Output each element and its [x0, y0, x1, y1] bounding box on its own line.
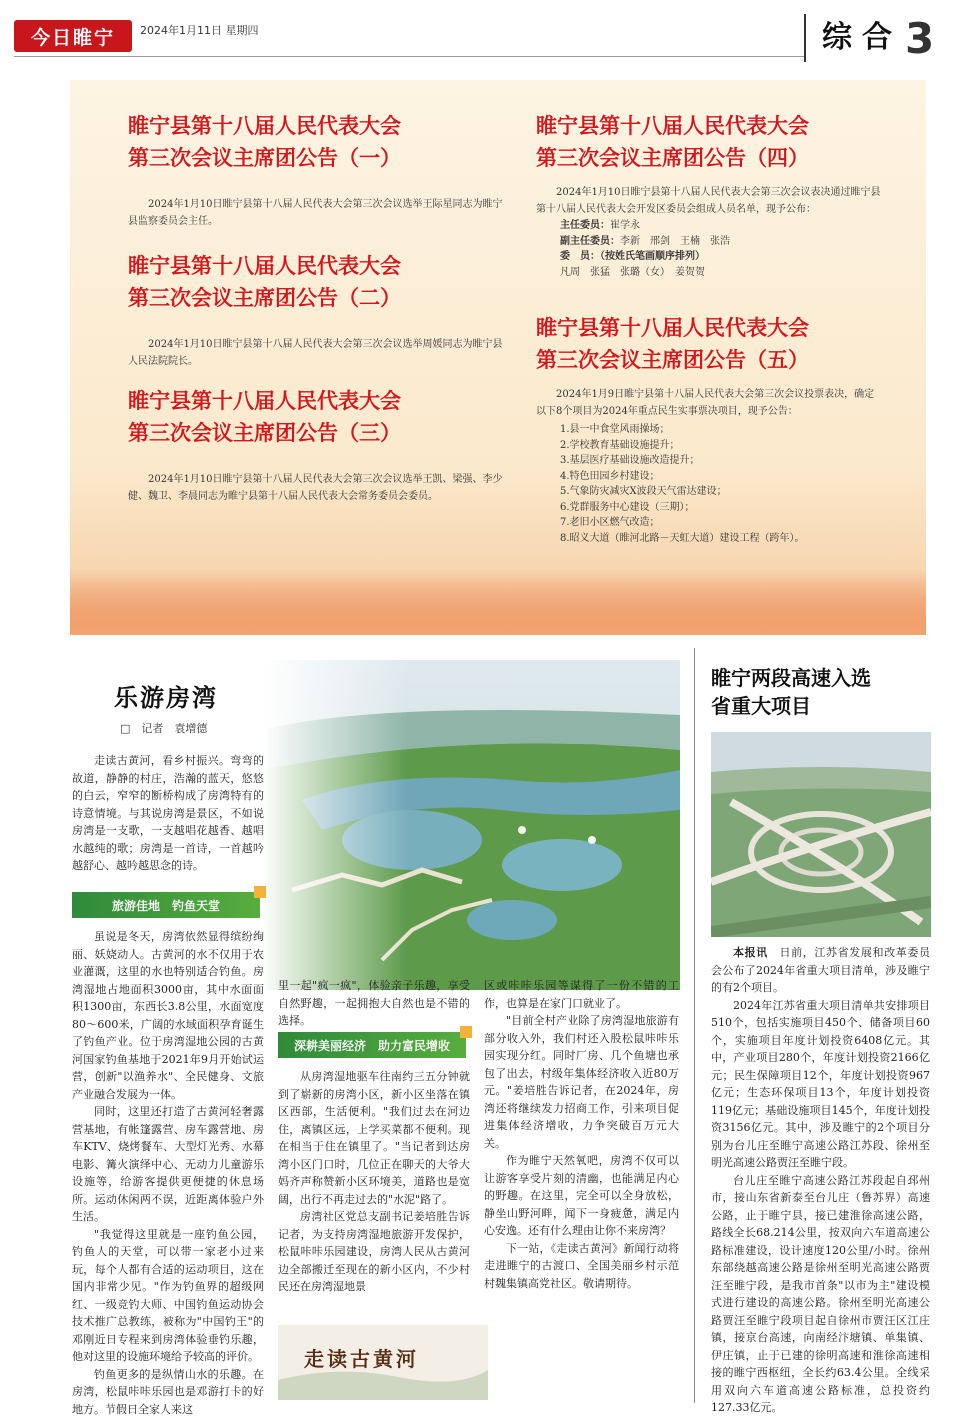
feature-intro [72, 752, 264, 875]
roster-label: 主任委员： [560, 220, 610, 231]
paragraph: 从房湾湿地驱车往南约三五分钟就到了崭新的房湾小区，新小区坐落在镇区西部，生活便利。"我们过去在河边住，离镇区远，上学买菜都不便利。现在相当于住在镇里了。"当记者到达房湾小区门口时，几位正在聊天的大爷大妈齐声称赞新小区环境美，道路也是宽阔，出行不再走过去的"水泥"路了。 [278, 1070, 470, 1206]
side-title: 睢宁两段高速入选 省重大项目 [711, 666, 871, 718]
roster-names: 李新 邢剑 王楠 张浩 [620, 235, 730, 247]
paragraph: 2024年江苏省重大项目清单共安排项目510个，包括实施项目450个、储备项目60个，实施项目年度计划投资6408亿元。其中，产业项目280个，年度计划投资2166亿元；民生保障项目12个，年度计划投资967亿元；生态环保项目13个，年度计划投资119亿元；基础设施项目145个，年度计划投资3156亿元。其中，涉及睢宁的2个项目分别为台儿庄至睢宁高速公路江苏段、徐州至明光高速公路贾汪至睢宁段。 [711, 998, 930, 1169]
notice-body: 2024年1月10日睢宁县第十八届人民代表大会第三次会议选举王际星同志为睢宁县监察委员会主任。 [128, 199, 503, 227]
header-divider [804, 14, 806, 62]
issue-date: 2024年1月11日 星期四 [140, 24, 259, 37]
paragraph: 区或咔咔乐园等谋得了一份不错的工作，也算是在家门口就业了。 [484, 979, 679, 1010]
project-list [536, 422, 881, 546]
notice-body: 2024年1月10日睢宁县第十八届人民代表大会第三次会议选举王凯、梁强、李少健、魏卫、李晨同志为睢宁县第十八届人民代表大会常务委员会委员。 [128, 474, 503, 502]
paragraph: 钓鱼更多的是纵情山水的乐趣。在房湾，松鼠咔咔乐园也是邓游打卡的好地方。节假日全家人来这 [72, 1367, 264, 1416]
feature-column-1 [72, 928, 264, 1417]
paragraph: 同时，这里还打造了古黄河轻奢露营基地，有帐篷露营、房车露营地、房车KTV、烧烤餐车、大型灯光秀、水幕电影、篝火演绎中心、无动力儿童游乐设施等，给游客提供更便捷的休息场所。运动休闲两不误，近距离体验户外生活。 [72, 1105, 264, 1223]
notice-2 [128, 250, 508, 370]
banner-text: 走读古黄河 [304, 1347, 419, 1371]
paragraph: "目前全村产业除了房湾湿地旅游有部分收入外，我们村还入股松鼠咔咔乐园实现分红。同时厂房、几个鱼塘也承包了出去，村级年集体经济收入近80万元。"姜培胜告诉记者，在2024年，房湾还将继续发力招商工作，引来项目促进集体经济增收，力争突破百万元大关。 [484, 1014, 679, 1150]
notice-body: 2024年1月10日睢宁县第十八届人民代表大会第三次会议表决通过睢宁县第十八届人民代表大会开发区委员会组成人员名单，现予公布： [536, 187, 881, 215]
side-article [711, 944, 930, 1417]
paragraph: 台儿庄至睢宁高速公路江苏段起自邳州市，接山东省新泰至台儿庄（鲁苏界）高速公路，止于睢宁县，接已建淮徐高速公路，路线全长68.214公里，按双向六车道高速公路标准建设，设计速度120公里/小时。徐州东部绕越高速公路是徐州至明光高速公路贾汪至睢宁段，是我市首条"以市为主"建设模式进行建设的高速公路。徐州至明光高速公路贾汪至睢宁段项目起自徐州市贾汪区江庄镇，接京台高速，向南经汴塘镇、单集镇、伊庄镇，止于已建的徐明高速和淮徐高速相接的睢宁西枢纽，全长约63.4公里。全线采用双向六车道高速公路标准，总投资约127.33亿元。 [711, 1173, 930, 1414]
feature-column-2 [278, 977, 470, 1030]
roster-row [536, 234, 881, 250]
notice-1 [128, 110, 508, 230]
notice-3 [128, 385, 508, 505]
notice-title: 睢宁县第十八届人民代表大会 第三次会议主席团公告（三） [128, 389, 401, 445]
notice-title: 睢宁县第十八届人民代表大会 第三次会议主席团公告（四） [536, 114, 809, 170]
roster-row [536, 249, 881, 265]
project-item: 3.基层医疗基础设施改造提升； [560, 455, 700, 466]
roster-label: 副主任委员： [560, 235, 620, 247]
feature-column-3 [484, 977, 679, 1292]
subhead-economy: 深耕美丽经济 助力富民增收 [278, 1032, 466, 1058]
notice-body: 2024年1月9日睢宁县第十八届人民代表大会第三次会议投票表决，确定以下8个项目为2024年重点民生实事票决项目，现予公告： [536, 389, 875, 417]
notice-title: 睢宁县第十八届人民代表大会 第三次会议主席团公告（五） [536, 316, 809, 372]
paragraph: "我觉得这里就是一座钓鱼公园，钓鱼人的天堂，可以带一家老小过来玩，每个人都有合适的运动项目，这在国内非常少见。"作为钓鱼界的超级网红、一级竞钓大师、中国钓鱼运动协会技术推广总教练，被称为"中国钓王"的邓刚近日专程来到房湾体验垂钓乐趣，他对这里的设施环境给予较高的评价。 [72, 1227, 264, 1363]
project-item: 4.特色田园乡村建设； [560, 470, 660, 482]
feature-title: 乐游房湾 [114, 684, 218, 712]
subhead-fishing: 旅游佳地 钓鱼天堂 [72, 892, 260, 918]
lead-label: 本报讯 [733, 946, 768, 959]
project-item: 2.学校教育基础设施提升； [560, 439, 680, 451]
byline: □ 记者 袁增德 [120, 722, 208, 735]
page-number: 3 [905, 14, 935, 63]
notice-5 [536, 312, 881, 546]
roster-names: 凡周 张猛 张璐（女） 姜贺贺 [560, 266, 705, 278]
notice-body: 2024年1月10日睢宁县第十八届人民代表大会第三次会议选举周媛同志为睢宁县人民法院院长。 [128, 339, 503, 367]
paragraph: 里一起"疯一疯"，体验亲子乐趣，享受自然野趣，一起拥抱大自然也是不错的选择。 [278, 979, 470, 1027]
notice-title: 睢宁县第十八届人民代表大会 第三次会议主席团公告（二） [128, 254, 401, 310]
header-rule [14, 56, 804, 57]
series-banner [278, 1325, 488, 1400]
paragraph: 走读古黄河，看乡村振兴。弯弯的故道，静静的村庄，浩瀚的蓝天，悠悠的白云，窄窄的断桥构成了房湾特有的诗意情境。与其说房湾是景区，不如说房湾是一支歌，一支越唱花越香、越唱水越纯的歌；房湾是一首诗，一首越吟越舒心、越吟越思念的诗。 [72, 754, 264, 872]
paragraph: 虽说是冬天，房湾依然显得缤纷绚丽、妖娆动人。古黄河的水不仅用于农业灌溉，这里的水也特别适合钓鱼。房湾湿地占地面积3000亩，其中水面面积1300亩，东西长3.8公里，水面宽度80～600米，广阔的水域面积孕育诞生了钓鱼产业。位于房湾湿地公园的古黄河国家钓鱼基地于2021年9月开始试运营，创新"以渔养水"、全民健身、文旅产业融合发展为一体。 [72, 930, 264, 1101]
wetland-aerial-photo [262, 660, 680, 990]
project-item: 7.老旧小区燃气改造； [560, 517, 660, 528]
paragraph: 下一站，《走读古黄河》新闻行动将走进睢宁的古渡口、全国美丽乡村示范村魏集镇高党社区。敬请期待。 [484, 1241, 679, 1290]
section-name: 综合 [822, 20, 902, 55]
project-item: 5.气象防灾减灾X波段天气雷达建设； [560, 486, 727, 497]
column-rule [694, 648, 695, 1403]
lead-text: 日前，江苏省发展和改革委员会公布了2024年省重大项目清单，涉及睢宁的有2个项目。 [711, 946, 930, 994]
newspaper-logo: 今日睢宁 [14, 20, 132, 52]
notice-title: 睢宁县第十八届人民代表大会 第三次会议主席团公告（一） [128, 114, 401, 170]
roster-names: 崔学永 [610, 220, 640, 231]
roster-row [536, 265, 881, 281]
paragraph: 作为睢宁天然氧吧，房湾不仅可以让游客享受片刻的清幽，也能满足内心的野趣。在这里，完全可以全身放松，静坐山野河畔，闻下一身疲惫，满足内心安逸。还有什么理由让你不来房湾？ [484, 1154, 679, 1237]
notice-4 [536, 110, 881, 280]
project-item: 6.党群服务中心建设（三期）； [560, 501, 695, 513]
project-item: 8.昭义大道（睢河北路－天虹大道）建设工程（跨年）。 [560, 532, 805, 544]
paragraph: 房湾社区党总支副书记姜培胜告诉记者，为支持房湾湿地旅游开发保护，松鼠咔咔乐园建设，房湾人民从古黄河边全部搬迁至现在的新小区内，不少村民还在房湾湿地景 [278, 1210, 470, 1293]
roster-label: 委 员：（按姓氏笔画顺序排列） [560, 251, 705, 262]
project-item: 1.县一中食堂风雨操场； [560, 424, 670, 435]
feature-column-2b [278, 1068, 470, 1296]
highway-interchange-photo [711, 732, 931, 937]
paragraph [711, 944, 930, 997]
roster-row [536, 218, 881, 234]
